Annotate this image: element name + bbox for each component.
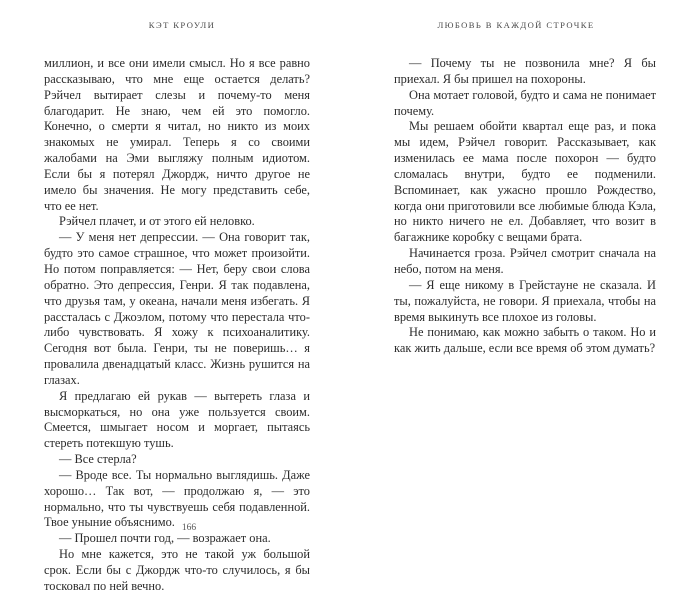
paragraph: Рэйчел плачет, и от этого ей неловко.: [59, 214, 255, 229]
paragraph: Мы решаем обойти квартал еще раз, и пока мы идем, Рэйчел говорит. Рассказывает, как изменилась ее мама после похорон — будто сломалась внутри, будто ее подменили. Вспоминает, как ужасно прошло Рождество, когда они приготовили все любимые блюда Кэла, но никто ничего не ел. Добавляет, что возит в багажнике коробку с вещами брата.: [394, 119, 656, 245]
right-page-text: [394, 56, 656, 357]
paragraph: Не понимаю, как можно забыть о таком. Но и как жить дальше, если все время об этом думать?: [394, 325, 656, 356]
paragraph: — Вроде все. Ты нормально выглядишь. Даже хорошо… Так вот, — продолжаю я, — это нормально, что ты чувствуешь себя подавленной. Твое уныние объяснимо.: [44, 467, 310, 530]
paragraph: миллион, и все они имели смысл. Но я все равно рассказываю, что мне еще остается делать? Рэйчел вытирает слезы и почему-то меня благодарит. Не знаю, чем ей это помогло. Конечно, о смерти я читал, но никто из моих знакомых не умирал. Теперь я со своими жалобами на Эми выгляжу полным идиотом. Если бы я потерял Джордж, ничто другое не имело бы значения. Не могу представить себе, что ее нет.: [44, 56, 310, 213]
paragraph: Начинается гроза. Рэйчел смотрит сначала на небо, потом на меня.: [394, 246, 656, 276]
paragraph: — Я еще никому в Грейстауне не сказала. И ты, пожалуйста, не говори. Я приехала, чтобы на время выкинуть все плохое из головы.: [394, 277, 656, 324]
paragraph: Но мне кажется, это не такой уж большой срок. Если бы с Джордж что-то случилось, я бы тосковал по ней вечно.: [44, 547, 310, 593]
left-page-text: [44, 56, 310, 595]
right-page: [350, 0, 700, 560]
left-page: [0, 0, 350, 593]
paragraph: — Все стерла?: [59, 452, 137, 467]
paragraph: — У меня нет депрессии. — Она говорит так, будто это самое страшное, что может произойти. Но потом поправляется: — Нет, беру свои слова обратно. Это депрессия, Генри. Я так подавлена, что друзья там, у океана, начали меня избегать. Я рассталась с Джоэлом, потому что перестала что-либо чувствовать. Я хожу к психоаналитику. Сегодня вот была. Генри, ты не поверишь… я провалила двенадцатый класс. Жизнь рушится на глазах.: [44, 230, 310, 387]
paragraph: Она мотает головой, будто и сама не понимает почему.: [394, 87, 656, 118]
running-head-author: КЭТ КРОУЛИ: [148, 20, 216, 30]
running-head-title: ЛЮБОВЬ В КАЖДОЙ СТРОЧКЕ: [437, 20, 595, 30]
paragraph: — Почему ты не позвонила мне? Я бы приехал. Я бы пришел на похороны.: [394, 56, 656, 86]
paragraph: Я предлагаю ей рукав — вытереть глаза и высморкаться, но она уже пользуется своим. Смеется, шмыгает носом и моргает, пытаясь стереть потекшую тушь.: [44, 388, 310, 451]
paragraph: — Прошел почти год, — возражает она.: [59, 531, 271, 546]
page-number: 166: [181, 523, 197, 533]
